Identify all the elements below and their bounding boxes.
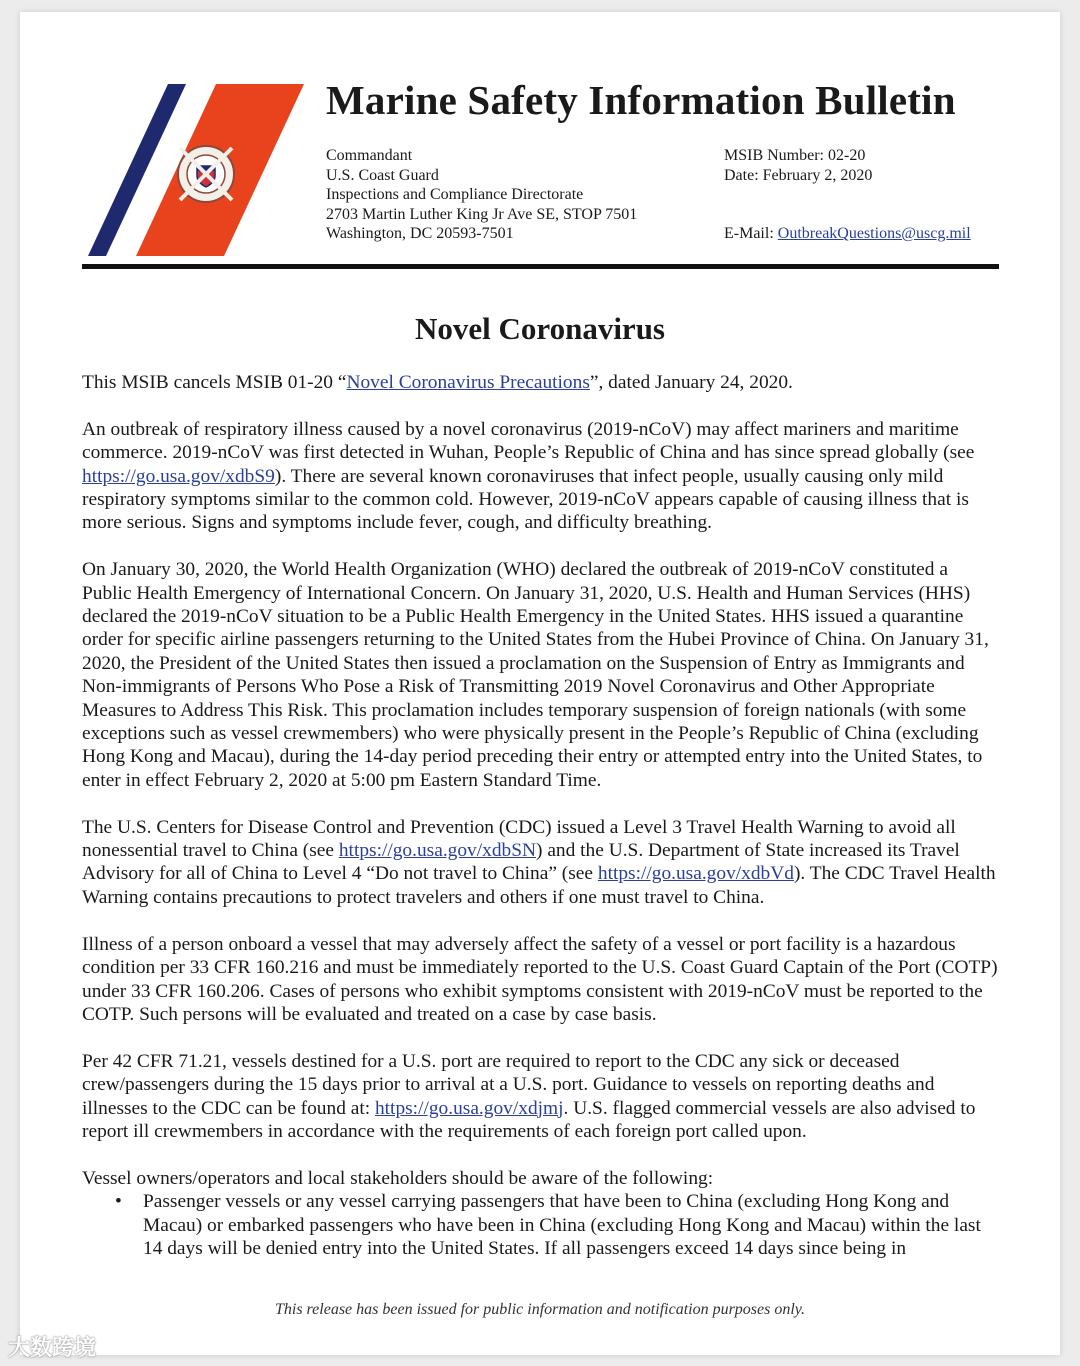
bulletin-title: Marine Safety Information Bulletin: [326, 77, 956, 123]
address-line: Commandant: [326, 147, 413, 164]
coast-guard-logo: [88, 84, 308, 256]
header-divider: [82, 264, 999, 269]
hyperlink[interactable]: https://go.usa.gov/xdbS9: [82, 465, 275, 487]
address-line: 2703 Martin Luther King Jr Ave SE, STOP 7501: [326, 205, 638, 223]
address-line: U.S. Coast Guard: [326, 166, 439, 184]
address-line: Washington, DC 20593-7501: [326, 225, 514, 242]
list-item: [82, 1190, 1000, 1260]
hyperlink[interactable]: https://go.usa.gov/xdbSN: [338, 840, 537, 862]
text-segment: Per 42 CFR 71.21, vessels destined for a U.S. port are required to report to the CDC any sick or deceased crew/passengers during the 15 days prior to arrival at a U.S. port. Guidance to vessels on reporting deaths and illnesses to the CDC can be found at:: [82, 1050, 935, 1119]
text-segment: This MSIB cancels MSIB 01-20 “: [82, 372, 347, 393]
coast-guard-seal-icon: [178, 146, 234, 202]
watermark: 大数跨境: [8, 1336, 97, 1361]
hyperlink[interactable]: https://go.usa.gov/xdbVd: [597, 863, 794, 885]
text-segment: An outbreak of respiratory illness caused by a novel coronavirus (2019-nCoV) may affect mariners and maritime commerce. 2019-nCoV was first detected in Wuhan, People’s Republic of China and has since spread globally (see: [82, 418, 975, 464]
list-item-text: Passenger vessels or any vessel carrying passengers that have been to China (excluding Hong Kong and Macau) or embarked passengers who have been in China (excluding Hong Kong and Macau) within the last 14 days will be denied entry into the United States. If all passengers exceed 14 days since being in: [143, 1191, 981, 1259]
list-intro: Vessel owners/operators and local stakeholders should be aware of the following:: [82, 1167, 714, 1189]
document-title: Novel Coronavirus: [414, 311, 665, 346]
paragraph: [82, 371, 1000, 394]
sender-address: [326, 146, 637, 244]
email-line: [724, 224, 971, 244]
text-segment: Illness of a person onboard a vessel that may adversely affect the safety of a vessel or port facility is a hazardous condition per 33 CFR 160.216 and must be immediately reported to the U.S. Coast Guard Captain of the Port (COTP) under 33 CFR 160.206. Cases of persons who exhibit symptoms consistent with 2019-nCoV must be reported to the COTP. Such persons will be evaluated and treated on a case by case basis.: [82, 933, 998, 1025]
bulletin-meta: [724, 146, 971, 244]
text-segment: On January 30, 2020, the World Health Organization (WHO) declared the outbreak of 2019-nCoV constituted a Public Health Emergency of International Concern. On January 31, 2020, U.S. Health and Human Services (HHS) declared the 2019-nCoV situation to be a Public Health Emergency in the United States. HHS issued a quarantine order for specific airline passengers returning to the United States from the Hubei Province of China. On January 31, 2020, the President of the United States then issued a proclamation on the Suspension of Entry as Immigrants and Non-immigrants of Persons Who Pose a Risk of Transmitting 2019 Novel Coronavirus and Other Appropriate Measures to Address This Risk. This proclamation includes temporary suspension of foreign nationals (with some exceptions such as vessel crewmembers) who were physically present in the People’s Republic of China (excluding Hong Kong and Macau), during the 14-day period preceding their entry or attempted entry into the United States, to enter in effect February 2, 2020 at 5:00 pm Eastern Standard Time.: [82, 559, 989, 791]
document-body: [82, 371, 1000, 1260]
bullet-icon: •: [115, 1191, 122, 1213]
footer-note: This release has been issued for public information and notification purposes only.: [274, 1301, 806, 1318]
paragraph: [82, 816, 1000, 910]
paragraph: [82, 1050, 1000, 1144]
text-segment: ). The CDC Travel Health Warning contains precautions to protect travelers and others if one must travel to China.: [82, 863, 996, 908]
address-line: Inspections and Compliance Directorate: [326, 186, 584, 203]
text-segment: ). There are several known coronaviruses that infect people, usually causing only mild respiratory symptoms similar to the common cold. However, 2019-nCoV appears capable of causing illness that is more serious. Signs and symptoms include fever, cough, and difficulty breathing.: [82, 465, 969, 534]
text-segment: The U.S. Centers for Disease Control and Prevention (CDC) issued a Level 3 Travel Health Warning to avoid all nonessential travel to China (see: [82, 816, 956, 862]
hyperlink[interactable]: Novel Coronavirus Precautions: [346, 372, 590, 393]
hyperlink[interactable]: https://go.usa.gov/xdjmj: [374, 1097, 564, 1119]
text-segment: ”, dated January 24, 2020.: [589, 372, 793, 393]
paragraph: [82, 418, 1000, 535]
msib-number: MSIB Number: 02-20: [724, 147, 866, 164]
paragraph: [82, 558, 1000, 792]
email-label: E-Mail:: [724, 225, 778, 242]
bulletin-date: Date: February 2, 2020: [724, 166, 873, 184]
bullet-list: [82, 1190, 1000, 1260]
text-segment: ) and the U.S. Department of State increased its Travel Advisory for all of China to Level 4 “Do not travel to China” (see: [82, 840, 960, 885]
email-link[interactable]: OutbreakQuestions@uscg.mil: [777, 225, 971, 242]
text-segment: . U.S. flagged commercial vessels are also advised to report ill crewmembers in accordance with the requirements of each foreign port called upon.: [82, 1097, 976, 1142]
paragraph: [82, 933, 1000, 1027]
